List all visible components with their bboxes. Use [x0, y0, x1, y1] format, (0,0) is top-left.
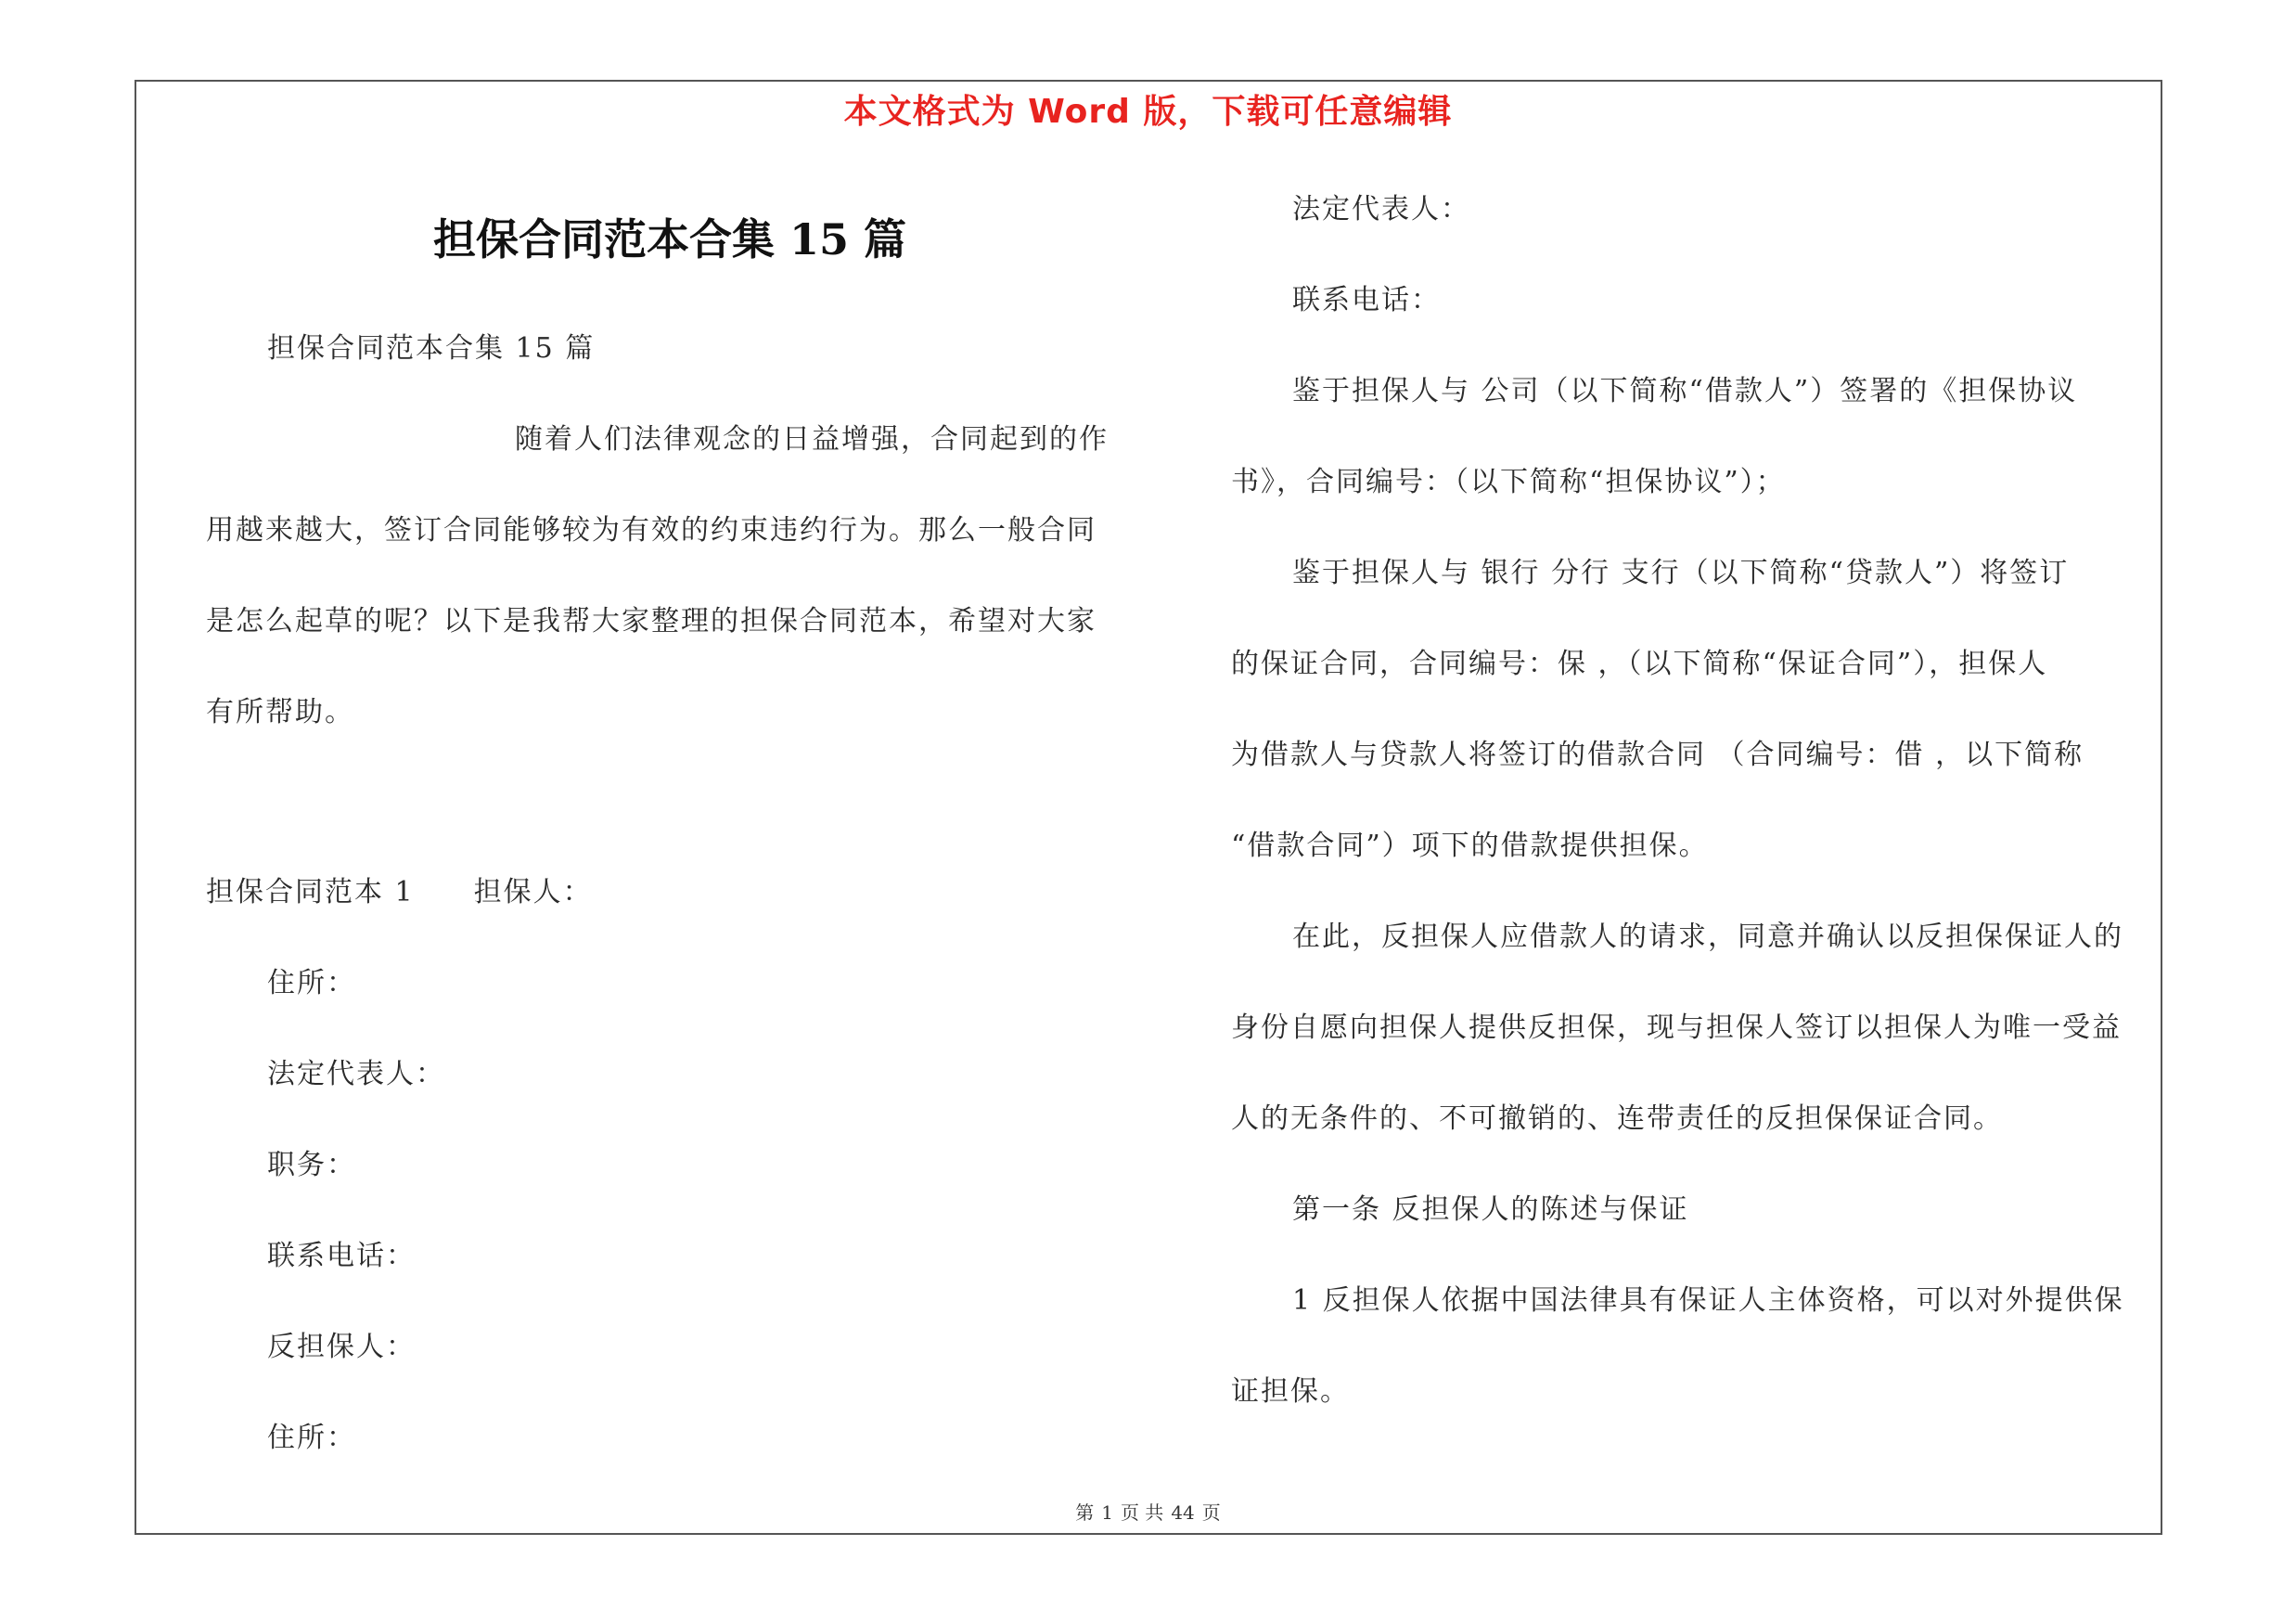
- editable-banner: 本文格式为 Word 版，下载可任意编辑: [843, 93, 1453, 131]
- recital-1-line-1: 鉴于担保人与 公司（以下简称“借款人”）签署的《担保协议: [1292, 375, 2078, 407]
- page-number: 1: [1101, 1501, 1113, 1524]
- article-1-heading: 第一条 反担保人的陈述与保证: [1292, 1193, 1689, 1226]
- page-indicator-prefix: 第: [1075, 1501, 1095, 1524]
- page-indicator: [0, 1498, 2296, 1525]
- recital-2-line-2: 的保证合同，合同编号：保 ，（以下简称“保证合同”），担保人: [1231, 648, 2048, 680]
- agreement-line-2: 身份自愿向担保人提供反担保，现与担保人签订以担保人为唯一受益: [1231, 1011, 2122, 1044]
- page-total: 44: [1171, 1501, 1195, 1524]
- intro-line-3: 是怎么起草的呢？以下是我帮大家整理的担保合同范本，希望对大家: [206, 605, 1097, 638]
- intro-line-2: 用越来越大，签订合同能够较为有效的约束违约行为。那么一般合同: [206, 514, 1097, 547]
- subtitle-line: 担保合同范本合集 15 篇: [267, 332, 596, 365]
- field-phone: 联系电话：: [267, 1240, 416, 1272]
- recital-1-line-2: 书》，合同编号：（以下简称“担保协议”）；: [1231, 466, 1786, 498]
- article-1-clause-1-line-2: 证担保。: [1231, 1375, 1350, 1408]
- recital-2-line-4: “借款合同”）项下的借款提供担保。: [1231, 830, 1709, 862]
- agreement-line-1: 在此，反担保人应借款人的请求，同意并确认以反担保保证人的: [1292, 921, 2123, 953]
- page-indicator-middle: 页 共: [1120, 1501, 1164, 1524]
- intro-line-1: 随着人们法律观念的日益增强，合同起到的作: [515, 423, 1109, 456]
- intro-line-4: 有所帮助。: [206, 696, 354, 728]
- field-legal-rep: 法定代表人：: [267, 1058, 445, 1090]
- field-address: 住所：: [267, 967, 356, 999]
- field-legal-rep-right: 法定代表人：: [1292, 193, 1470, 225]
- field-counter-guarantor: 反担保人：: [267, 1331, 416, 1363]
- document-title: 担保合同范本合集 15 篇: [432, 214, 907, 264]
- article-1-clause-1-line-1: 1 反担保人依据中国法律具有保证人主体资格，可以对外提供保: [1292, 1284, 2124, 1317]
- recital-2-line-3: 为借款人与贷款人将签订的借款合同 （合同编号：借 ，以下简称: [1231, 739, 2084, 771]
- field-address-2: 住所：: [267, 1422, 356, 1454]
- field-position: 职务：: [267, 1149, 356, 1181]
- page-indicator-suffix: 页: [1201, 1501, 1221, 1524]
- recital-2-line-1: 鉴于担保人与 银行 分行 支行（以下简称“贷款人”）将签订: [1292, 557, 2070, 589]
- field-phone-right: 联系电话：: [1292, 284, 1441, 316]
- section-heading-1: 担保合同范本 1 担保人：: [206, 876, 593, 908]
- agreement-line-3: 人的无条件的、不可撤销的、连带责任的反担保保证合同。: [1231, 1102, 2003, 1135]
